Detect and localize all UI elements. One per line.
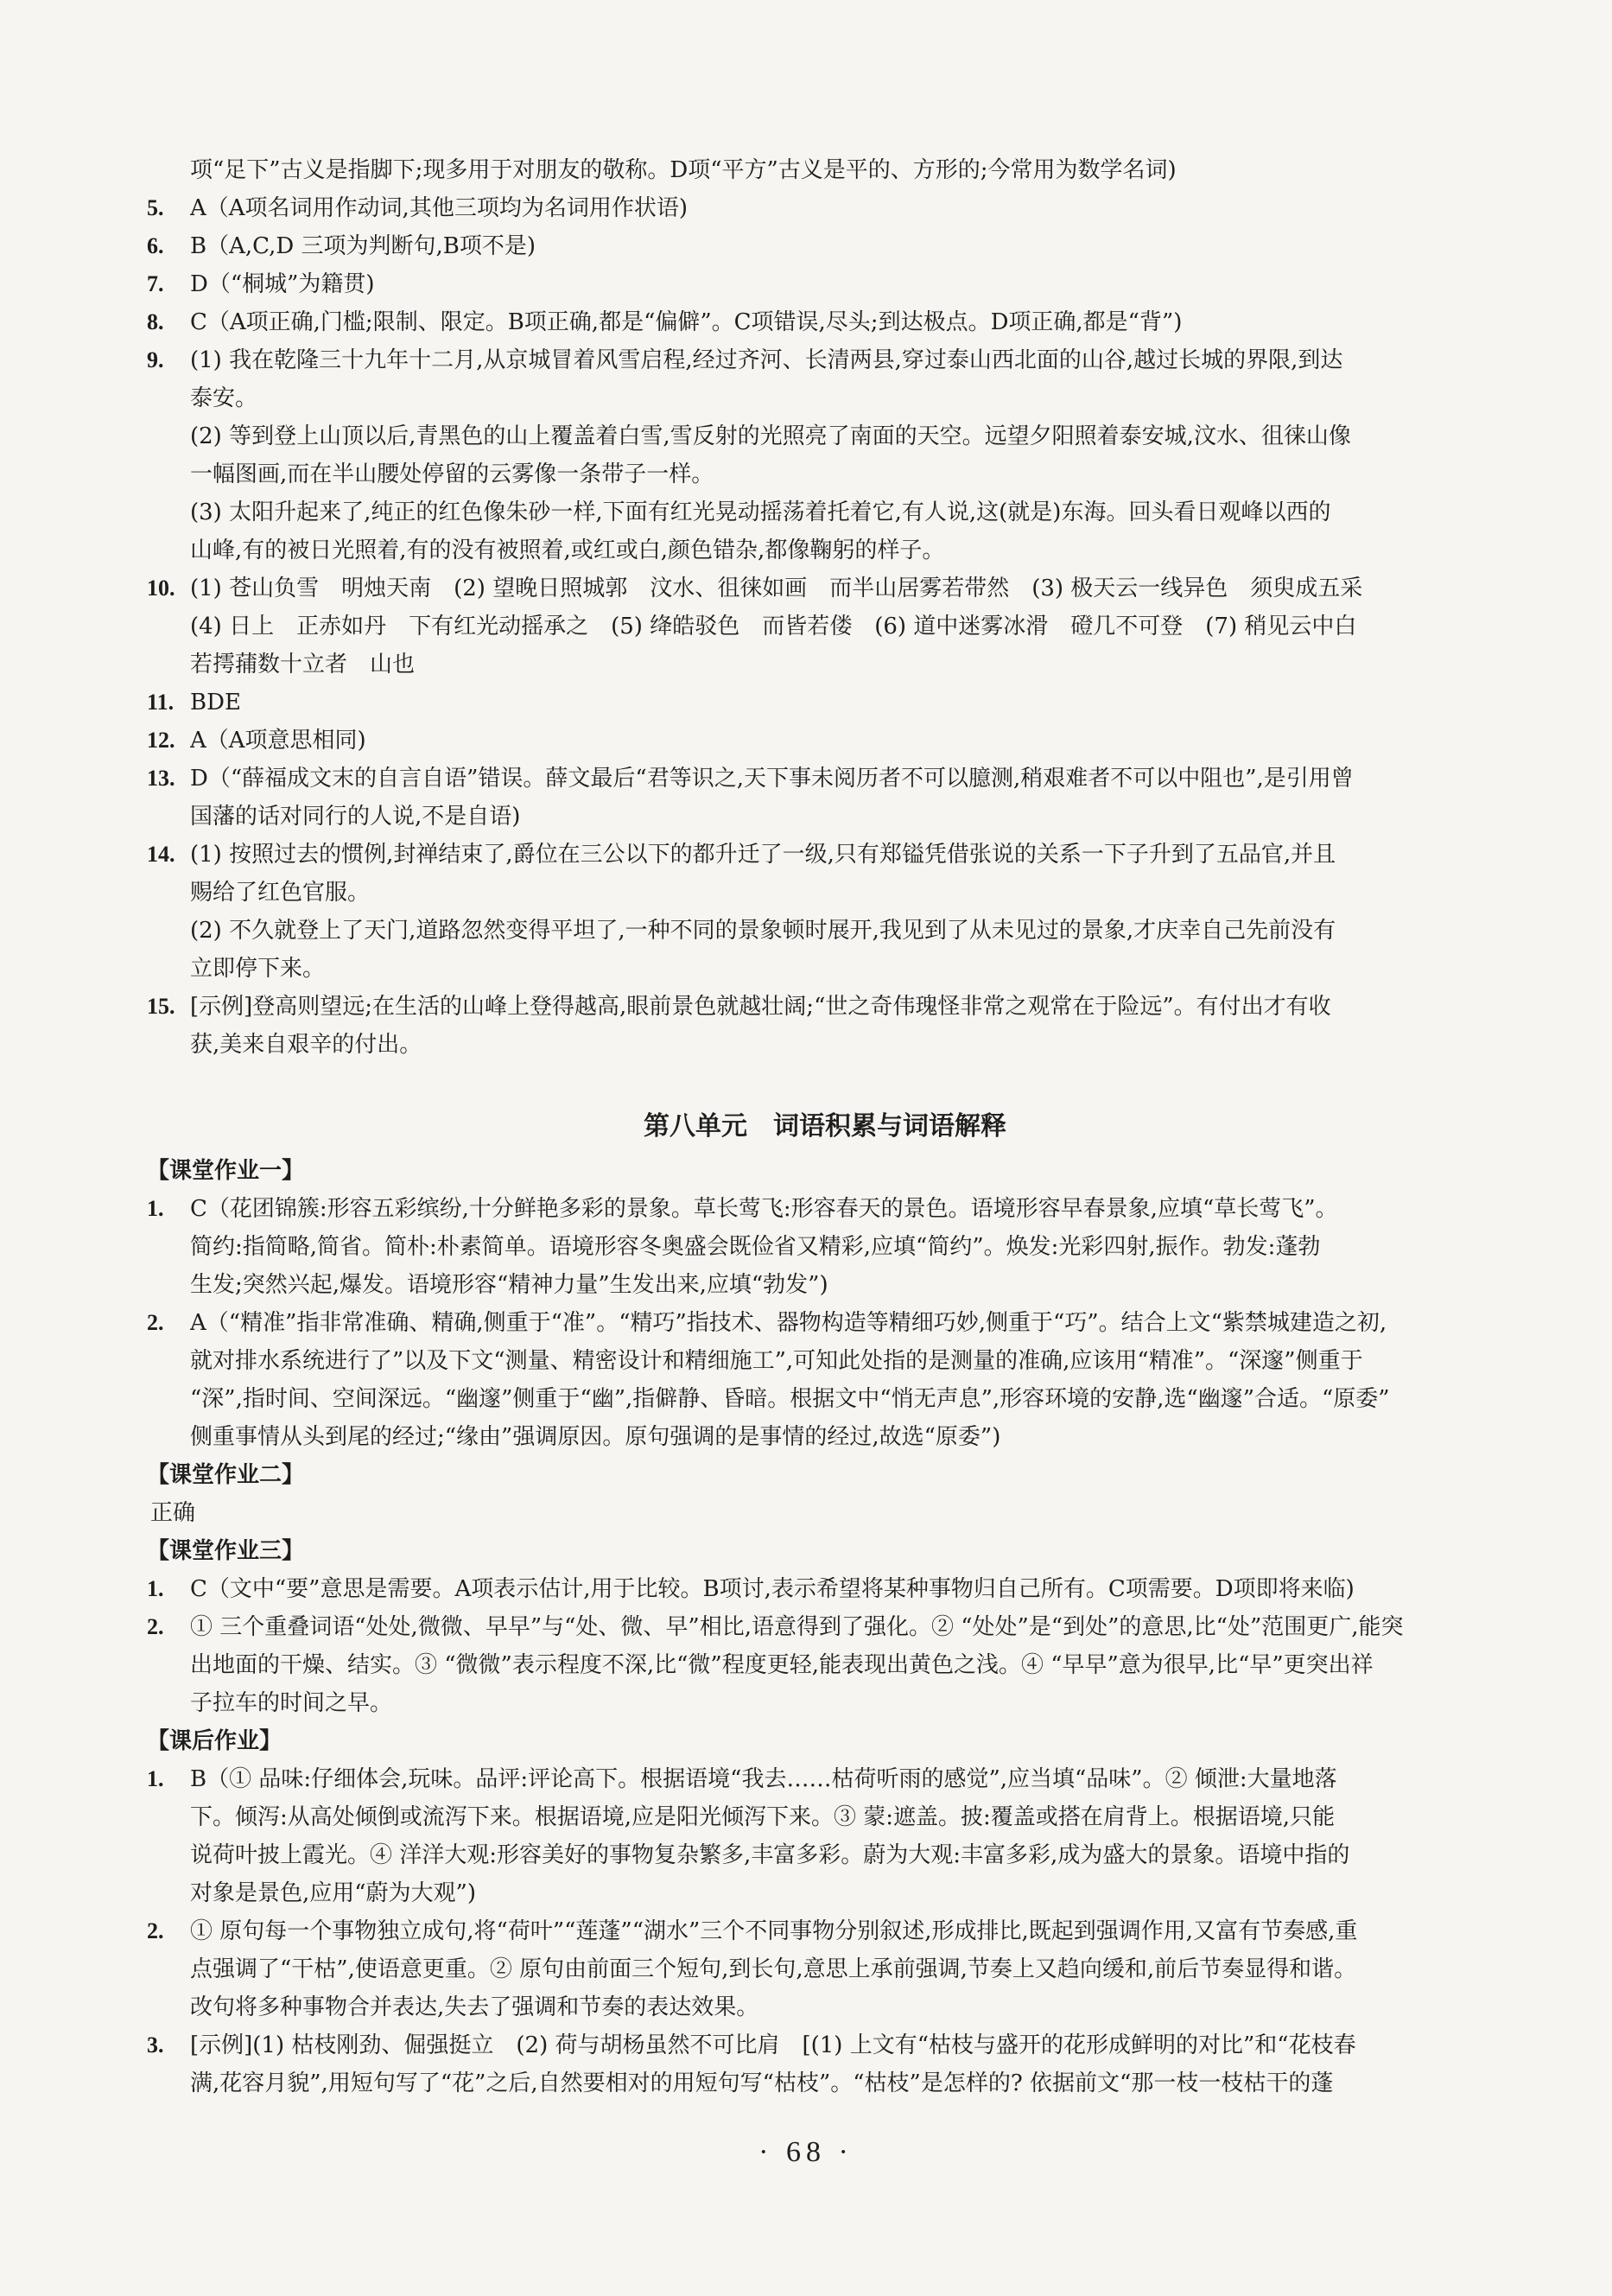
answer-item (147, 722, 1503, 760)
item-text-line: 出地面的干燥、结实。③ “微微”表示程度不深,比“微”程度更轻,能表现出黄色之浅。④ “早早”意为很早,比“早”更突出祥 (190, 1652, 1374, 1678)
answer-list-after-class (147, 1760, 1503, 2102)
item-text-line: 生发;突然兴起,爆发。语境形容“精神力量”生发出来,应填“勃发”) (190, 1272, 828, 1298)
item-number: 6. (147, 233, 164, 258)
item-text-line: 若摴蒱数十立者 山也 (190, 652, 416, 677)
item-number: 15. (147, 994, 175, 1019)
page-content (147, 151, 1503, 2102)
item-number: 2. (147, 1614, 164, 1639)
item-text-line: [示例]登高则望远;在生活的山峰上登得越高,眼前景色就越壮阔;“世之奇伟瑰怪非常之观常在于险远”。有付出才有收 (190, 994, 1331, 1020)
answer-list-homework-3 (147, 1570, 1503, 1722)
item-text-line: 对象是景色,应用“蔚为大观”) (190, 1880, 476, 1906)
answer-item (147, 2026, 1503, 2102)
item-number: 12. (147, 728, 175, 753)
item-number: 1. (147, 1576, 164, 1601)
item-text-line: 山峰,有的被日光照着,有的没有被照着,或红或白,颜色错杂,都像鞠躬的样子。 (190, 537, 945, 563)
unit-title: 第八单元 词语积累与词语解释 (644, 1111, 1006, 1142)
homework-heading-3: 【课堂作业三】 (147, 1538, 305, 1564)
continuation-text: 项“足下”古义是指脚下;现多用于对朋友的敬称。D项“平方”古义是平的、方形的;今常用为数学名词) (190, 157, 1177, 183)
answer-item (147, 189, 1503, 227)
page-number: · 68 · (758, 2136, 854, 2168)
item-text-line: 一幅图画,而在半山腰处停留的云雾像一条带子一样。 (190, 461, 714, 487)
item-number: 9. (147, 347, 164, 372)
item-text-line: A（A项意思相同) (190, 728, 366, 754)
item-text-line: 改句将多种事物合并表达,失去了强调和节奏的表达效果。 (190, 1994, 759, 2020)
item-text-line: 满,花容月貌”,用短句写了“花”之后,自然要相对的用短句写“枯枝”。“枯枝”是怎样的? 依据前文“那一枝一枝枯干的蓬 (190, 2070, 1334, 2096)
answer-list-homework-1 (147, 1190, 1503, 1456)
answer-item (147, 684, 1503, 722)
item-number: 2. (147, 1918, 164, 1943)
item-text-line: 就对排水系统进行了”以及下文“测量、精密设计和精细施工”,可知此处指的是测量的准确,应该用“精准”。“深邃”侧重于 (190, 1348, 1363, 1374)
item-text-line: 侧重事情从头到尾的经过;“缘由”强调原因。原句强调的是事情的经过,故选“原委”) (190, 1424, 1001, 1450)
item-text-line: 获,美来自艰辛的付出。 (190, 1032, 422, 1058)
item-text-line: 立即停下来。 (190, 956, 326, 982)
item-text-line: BDE (190, 690, 241, 716)
item-text-line: 赐给了红色官服。 (190, 880, 371, 906)
item-text-line: 泰安。 (190, 385, 258, 411)
item-number: 10. (147, 576, 175, 601)
answer-item (147, 227, 1503, 265)
item-number: 7. (147, 271, 164, 296)
item-text-line: D（“桐城”为籍贯) (190, 271, 375, 297)
answer-item (147, 1304, 1503, 1456)
item-text-line: (2) 等到登上山顶以后,青黑色的山上覆盖着白雪,雪反射的光照亮了南面的天空。远望夕阳照着泰安城,汶水、徂徕山像 (190, 423, 1351, 449)
answer-item (147, 303, 1503, 341)
item-text-line: A（A项名词用作动词,其他三项均为名词用作状语) (190, 195, 688, 221)
item-text-line: ① 原句每一个事物独立成句,将“荷叶”“莲蓬”“湖水”三个不同事物分别叙述,形成排比,既起到强调作用,又富有节奏感,重 (190, 1918, 1358, 1944)
answer-item (147, 265, 1503, 303)
item-number: 1. (147, 1766, 164, 1791)
item-text-line: C（花团锦簇:形容五彩缤纷,十分鲜艳多彩的景象。草长莺飞:形容春天的景色。语境形容早春景象,应填“草长莺飞”。 (190, 1196, 1338, 1222)
item-text-line: “深”,指时间、空间深远。“幽邃”侧重于“幽”,指僻静、昏暗。根据文中“悄无声息”,形容环境的安静,选“幽邃”合适。“原委” (190, 1386, 1390, 1412)
item-text-line: (1) 按照过去的惯例,封禅结束了,爵位在三公以下的都升迁了一级,只有郑镒凭借张说的关系一下子升到了五品官,并且 (190, 842, 1336, 868)
item-text-line: ① 三个重叠词语“处处,微微、早早”与“处、微、早”相比,语意得到了强化。② “处处”是“到处”的意思,比“处”范围更广,能突 (190, 1614, 1404, 1640)
item-number: 14. (147, 842, 175, 867)
item-text-line: [示例](1) 枯枝刚劲、倔强挺立 (2) 荷与胡杨虽然不可比肩 [(1) 上文有“枯枝与盛开的花形成鲜明的对比”和“花枝春 (190, 2032, 1356, 2058)
item-text-line: 下。倾泻:从高处倾倒或流泻下来。根据语境,应是阳光倾泻下来。③ 蒙:遮盖。披:覆盖或搭在肩背上。根据语境,只能 (190, 1804, 1336, 1830)
item-text-line: (1) 我在乾隆三十九年十二月,从京城冒着风雪启程,经过齐河、长清两县,穿过泰山西北面的山谷,越过长城的界限,到达 (190, 347, 1343, 373)
item-text-line: 国藩的话对同行的人说,不是自语) (190, 804, 521, 830)
answer-item (147, 1570, 1503, 1608)
item-number: 1. (147, 1196, 164, 1221)
homework-2-answer: 正确 (150, 1500, 196, 1526)
item-text-line: C（文中“要”意思是需要。A项表示估计,用于比较。B项讨,表示希望将某种事物归自己所有。C项需要。D项即将来临) (190, 1576, 1355, 1602)
item-text-line: 说荷叶披上霞光。④ 洋洋大观:形容美好的事物复杂繁多,丰富多彩。蔚为大观:丰富多彩,成为盛大的景象。语境中指的 (190, 1842, 1350, 1868)
homework-heading-2: 【课堂作业二】 (147, 1462, 305, 1488)
item-text-line: 简约:指简略,简省。简朴:朴素简单。语境形容冬奥盛会既俭省又精彩,应填“简约”。焕发:光彩四射,振作。勃发:蓬勃 (190, 1234, 1321, 1260)
after-class-heading: 【课后作业】 (147, 1728, 282, 1754)
answer-item (147, 1190, 1503, 1304)
item-text-line: B（① 品味:仔细体会,玩味。品评:评论高下。根据语境“我去……枯荷听雨的感觉”,应当填“品味”。② 倾泄:大量地落 (190, 1766, 1337, 1792)
item-number: 2. (147, 1310, 164, 1335)
item-number: 5. (147, 195, 164, 220)
item-text-line: B（A,C,D 三项为判断句,B项不是) (190, 233, 536, 259)
answer-item (147, 1608, 1503, 1722)
item-text-line: D（“薛福成文末的自言自语”错误。薛文最后“君等识之,天下事未阅历者不可以臆测,稍艰难者不可以中阻也”,是引用曾 (190, 766, 1354, 792)
answer-item (147, 569, 1503, 684)
item-text-line: C（A项正确,门槛;限制、限定。B项正确,都是“偏僻”。C项错误,尽头;到达极点。D项正确,都是“背”) (190, 309, 1183, 335)
answer-item (147, 1912, 1503, 2026)
item-number: 13. (147, 766, 175, 791)
answer-item (147, 836, 1503, 988)
item-text-line: (1) 苍山负雪 明烛天南 (2) 望晚日照城郭 汶水、徂徕如画 而半山居雾若带然 (3) 极天云一线异色 须臾成五采 (190, 576, 1363, 601)
answer-item (147, 341, 1503, 569)
item-text-line: (3) 太阳升起来了,纯正的红色像朱砂一样,下面有红光晃动摇荡着托着它,有人说,这(就是)东海。回头看日观峰以西的 (190, 499, 1331, 525)
answer-list-top (147, 189, 1503, 1064)
item-text-line: 点强调了“干枯”,使语意更重。② 原句由前面三个短句,到长句,意思上承前强调,节奏上又趋向缓和,前后节奏显得和谐。 (190, 1956, 1357, 1982)
item-text-line: (2) 不久就登上了天门,道路忽然变得平坦了,一种不同的景象顿时展开,我见到了从未见过的景象,才庆幸自己先前没有 (190, 918, 1336, 944)
answer-item (147, 988, 1503, 1064)
item-text-line: (4) 日上 正赤如丹 下有红光动摇承之 (5) 绛皓驳色 而皆若偻 (6) 道中迷雾冰滑 磴几不可登 (7) 稍见云中白 (190, 614, 1357, 639)
item-text-line: A（“精准”指非常准确、精确,侧重于“准”。“精巧”指技术、器物构造等精细巧妙,侧重于“巧”。结合上文“紫禁城建造之初, (190, 1310, 1387, 1336)
item-number: 3. (147, 2032, 164, 2057)
answer-item (147, 1760, 1503, 1912)
item-number: 8. (147, 309, 164, 334)
homework-heading-1: 【课堂作业一】 (147, 1158, 305, 1184)
item-number: 11. (147, 690, 175, 715)
answer-item (147, 760, 1503, 836)
item-text-line: 子拉车的时间之早。 (190, 1690, 393, 1716)
